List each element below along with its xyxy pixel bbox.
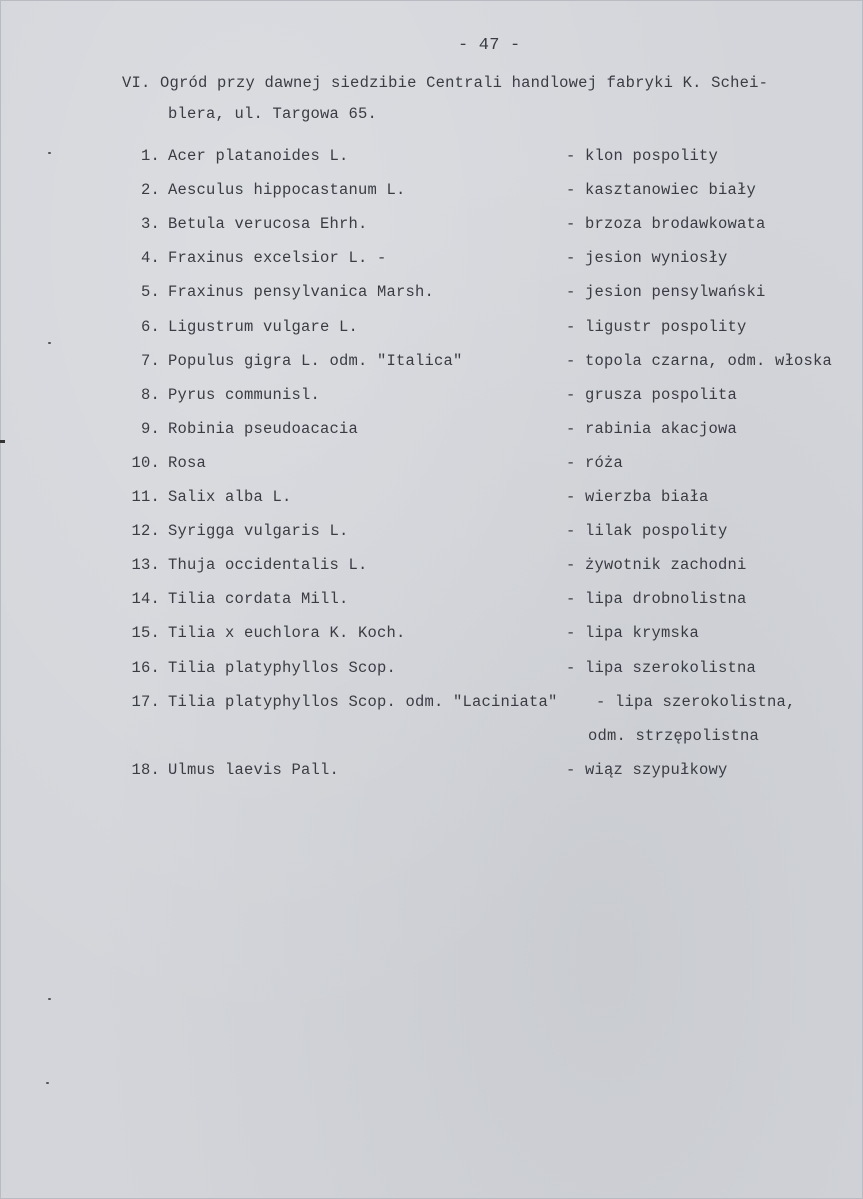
item-number: 4. <box>140 249 160 268</box>
item-latin-name: Tilia platyphyllos Scop. odm. "Laciniata" <box>168 692 558 711</box>
item-latin-name: Rosa <box>168 453 207 472</box>
item-latin-name: Syrigga vulgaris L. <box>168 522 349 541</box>
item-number: 16. <box>131 658 160 677</box>
paper-speck <box>46 1082 49 1084</box>
item-polish-name: - jesion pensylwański <box>566 283 766 302</box>
item-polish-name: - topola czarna, odm. włoska <box>566 351 833 370</box>
item-latin-name: Ulmus laevis Pall. <box>168 760 340 779</box>
item-polish-name: - ligustr pospolity <box>566 317 747 336</box>
item-number: 15. <box>131 624 160 643</box>
item-polish-name: - rabinia akacjowa <box>566 419 738 438</box>
item-latin-name: Tilia x euchlora K. Koch. <box>168 624 406 643</box>
item-polish-name: - kasztanowiec biały <box>566 181 757 200</box>
item-polish-name: - lipa drobnolistna <box>566 590 747 609</box>
item-number: 6. <box>140 317 160 336</box>
item-polish-name: - jesion wyniosły <box>566 249 728 268</box>
item-polish-name: - grusza pospolita <box>566 385 738 404</box>
section-title-line1: Ogród przy dawnej siedzibie Centrali handlowej fabryki K. Schei- <box>160 74 769 92</box>
item-number: 14. <box>131 590 160 609</box>
item-polish-name: - róża <box>566 453 624 472</box>
item-number: 12. <box>131 522 160 541</box>
item-number: 17. <box>131 692 160 711</box>
item-polish-name: - klon pospolity <box>566 147 719 165</box>
item-polish-name: - lipa szerokolistna, <box>596 692 796 711</box>
item-number: 5. <box>140 283 160 302</box>
item-latin-name: Salix alba L. <box>168 488 292 506</box>
item-number: 7. <box>140 351 160 370</box>
item-polish-name: - żywotnik zachodni <box>566 556 747 575</box>
item-number: 18. <box>131 760 160 779</box>
item-polish-name: - lilak pospolity <box>566 522 728 541</box>
item-number: 10. <box>131 453 160 472</box>
item-latin-name: Aesculus hippocastanum L. <box>168 181 406 200</box>
page-number: - 47 - <box>458 36 521 55</box>
paper-speck <box>48 342 51 344</box>
item-latin-name: Tilia platyphyllos Scop. <box>168 658 397 677</box>
paper-speck <box>48 152 51 154</box>
item-latin-name: Tilia cordata Mill. <box>168 590 349 609</box>
item-number: 9. <box>140 419 160 438</box>
item-polish-name-continued: odm. strzępolistna <box>588 726 760 745</box>
item-latin-name: Thuja occidentalis L. <box>168 556 368 575</box>
item-latin-name: Robinia pseudoacacia <box>168 419 359 438</box>
item-polish-name: - wiąz szypułkowy <box>566 760 728 779</box>
item-number: 3. <box>140 215 160 234</box>
item-latin-name: Acer platanoides L. <box>168 147 349 165</box>
item-latin-name: Betula verucosa Ehrh. <box>168 215 368 234</box>
punch-mark <box>0 440 5 443</box>
item-latin-name: Fraxinus excelsior L. - <box>168 249 387 268</box>
item-polish-name: - lipa szerokolistna <box>566 658 757 677</box>
item-latin-name: Pyrus communisl. <box>168 385 321 404</box>
item-number: 1. <box>140 147 160 165</box>
item-number: 2. <box>140 181 160 200</box>
item-latin-name: Ligustrum vulgare L. <box>168 317 359 336</box>
item-number: 11. <box>131 488 160 506</box>
item-number: 8. <box>140 385 160 404</box>
item-latin-name: Fraxinus pensylvanica Marsh. <box>168 283 435 302</box>
paper-speck <box>48 998 51 1000</box>
section-numeral: VI. <box>122 74 151 92</box>
item-latin-name: Populus gigra L. odm. "Italica" <box>168 351 463 370</box>
item-polish-name: - wierzba biała <box>566 488 709 506</box>
item-number: 13. <box>131 556 160 575</box>
item-polish-name: - brzoza brodawkowata <box>566 215 766 234</box>
section-title-line2: blera, ul. Targowa 65. <box>168 105 378 123</box>
section-heading-line1 <box>122 74 768 92</box>
item-polish-name: - lipa krymska <box>566 624 700 643</box>
